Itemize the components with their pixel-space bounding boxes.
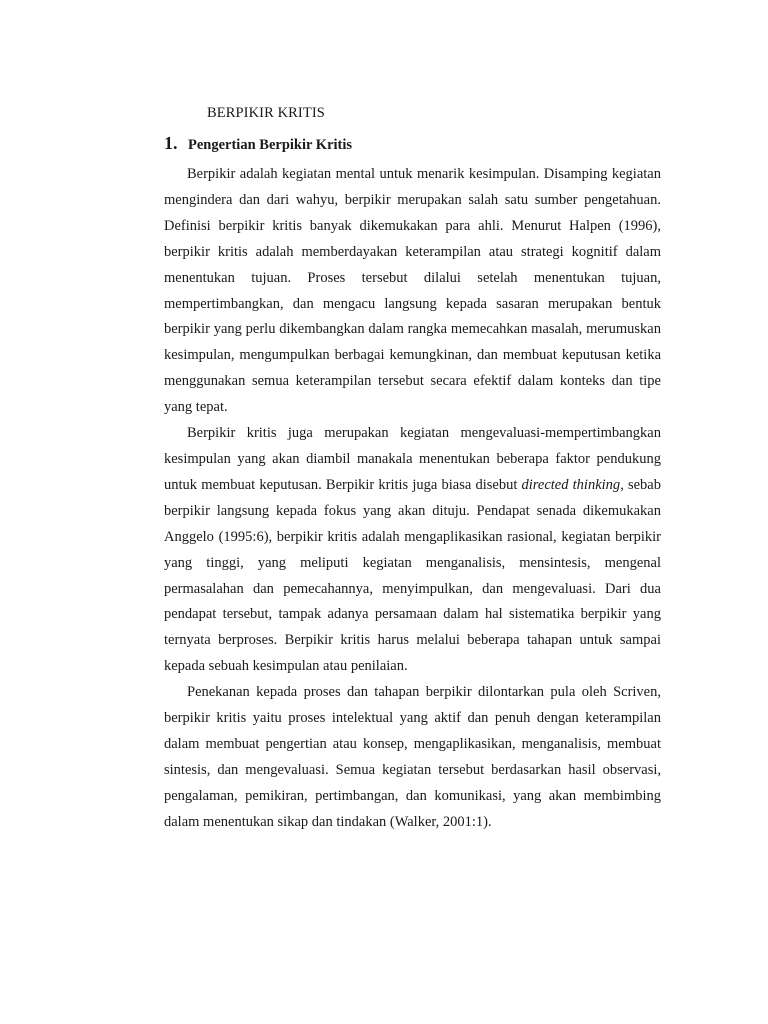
paragraph-1: Berpikir adalah kegiatan mental untuk menarik kesimpulan. Disamping kegiatan mengindera dan dari wahyu, berpikir merupakan salah satu sumber pengetahuan. Definisi berpikir kritis banyak dikemukakan para ahli. Menurut Halpen (1996), berpikir kritis adalah memberdayakan keterampilan atau strategi kognitif dalam menentukan tujuan. Proses tersebut dilalui setelah menentukan tujuan, mempertimbangkan, dan mengacu langsung kepada sasaran merupakan bentuk berpikir yang perlu dikembangkan dalam rangka memecahkan masalah, merumuskan kesimpulan, mengumpulkan berbagai kemungkinan, dan membuat keputusan ketika menggunakan semua keterampilan tersebut secara efektif dalam konteks dan tipe yang tepat. — [164, 166, 661, 416]
section-heading — [164, 133, 352, 154]
section-title: Pengertian Berpikir Kritis — [188, 137, 353, 153]
paragraph-2 — [164, 421, 661, 680]
body-text — [164, 162, 661, 836]
paragraph-3: Penekanan kepada proses dan tahapan berpikir dilontarkan pula oleh Scriven, berpikir kritis yaitu proses intelektual yang aktif dan penuh dengan keterampilan dalam membuat pengertian atau konsep, mengaplikasikan, menganalisis, membuat sintesis, dan mengevaluasi. Semua kegiatan tersebut berdasarkan hasil observasi, pengalaman, pemikiran, pertimbangan, dan komunikasi, yang akan membimbing dalam menentukan sikap dan tindakan (Walker, 2001:1). — [164, 684, 661, 830]
section-number: 1. — [164, 133, 178, 153]
directed-thinking-term: directed thinking — [521, 476, 621, 493]
paragraph-2-after: , sebab berpikir langsung kepada fokus yang akan dituju. Pendapat senada dikemukakan Anggelo (1995:6), berpikir kritis adalah mengaplikasikan rasional, kegiatan berpikir yang tinggi, yang meliputi kegiatan menganalisis, mensintesis, mengenal permasalahan dan pemecahannya, menyimpulkan, dan mengevaluasi. Dari dua pendapat tersebut, tampak adanya persamaan dalam hal sistematika berpikir yang ternyata berproses. Berpikir kritis harus melalui beberapa tahapan untuk sampai kepada sebuah kesimpulan atau penilaian. — [164, 476, 661, 675]
paragraph-2-before: Berpikir kritis juga merupakan kegiatan mengevaluasi-mempertimbangkan kesimpulan yang akan diambil manakala menentukan beberapa faktor pendukung untuk membuat keputusan. Berpikir kritis juga biasa disebut — [164, 425, 661, 493]
document-title: BERPIKIR KRITIS — [207, 105, 325, 121]
